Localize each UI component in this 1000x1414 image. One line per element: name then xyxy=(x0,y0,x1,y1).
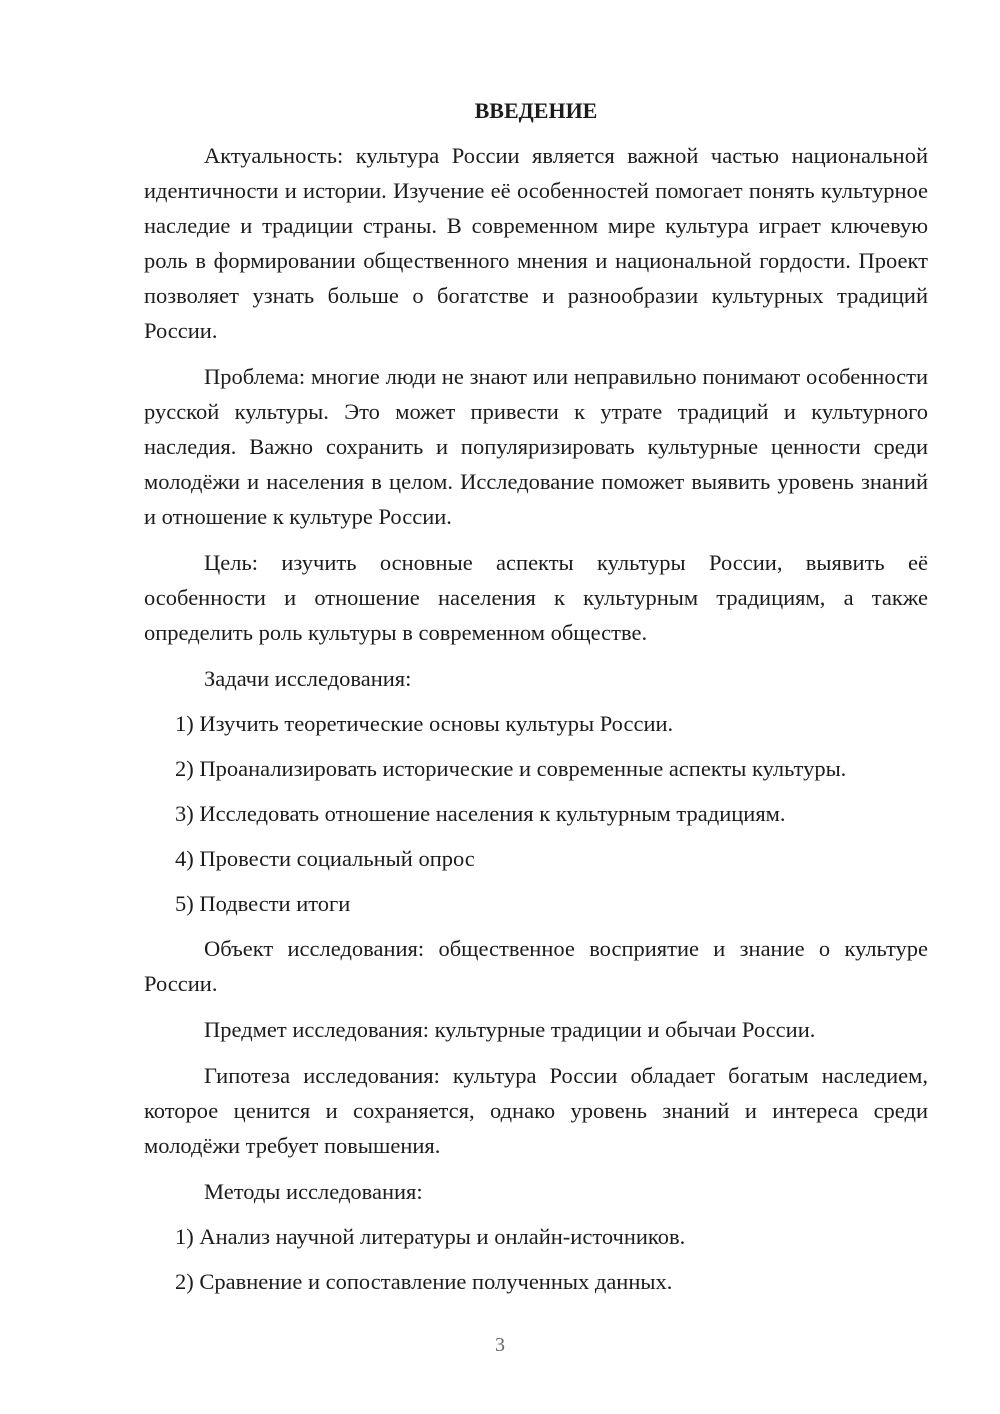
object-paragraph: Объект исследования: общественное восприятие и знание о культуре России. xyxy=(144,936,928,996)
page-number: 3 xyxy=(495,1334,505,1356)
tasks-list xyxy=(144,706,928,921)
relevance-paragraph: Актуальность: культура России является важной частью национальной идентичности и истории. Изучение её особенностей помогает понять культурное наследие и традиции страны. В современном мире культура играет ключевую роль в формировании общественного мнения и национальной гордости. Проект позволяет узнать больше о богатстве и разнообразии культурных традиций России. xyxy=(144,143,928,343)
list-item: 3) Исследовать отношение населения к культурным традициям. xyxy=(175,801,786,826)
list-item: 4) Провести социальный опрос xyxy=(175,846,475,871)
list-item: 2) Сравнение и сопоставление полученных данных. xyxy=(175,1269,673,1294)
subject-paragraph: Предмет исследования: культурные традиции и обычаи России. xyxy=(204,1017,816,1042)
list-item: 1) Изучить теоретические основы культуры России. xyxy=(175,711,674,736)
list-item: 1) Анализ научной литературы и онлайн-источников. xyxy=(175,1224,686,1249)
methods-label: Методы исследования: xyxy=(204,1179,423,1204)
goal-paragraph: Цель: изучить основные аспекты культуры России, выявить её особенности и отношение населения к культурным традициям, а также определить роль культуры в современном обществе. xyxy=(144,550,928,645)
tasks-label: Задачи исследования: xyxy=(204,666,412,691)
page-title: ВВЕДЕНИЕ xyxy=(474,98,598,123)
list-item: 5) Подвести итоги xyxy=(175,891,351,916)
methods-list xyxy=(144,1219,928,1299)
problem-paragraph: Проблема: многие люди не знают или неправильно понимают особенности русской культуры. Это может привести к утрате традиций и культурного наследия. Важно сохранить и популяризировать культурные ценности среди молодёжи и населения в целом. Исследование поможет выявить уровень знаний и отношение к культуре России. xyxy=(144,364,928,529)
document-page xyxy=(144,96,928,1309)
hypothesis-paragraph: Гипотеза исследования: культура России обладает богатым наследием, которое ценится и сохраняется, однако уровень знаний и интереса среди молодёжи требует повышения. xyxy=(144,1063,928,1158)
list-item: 2) Проанализировать исторические и современные аспекты культуры. xyxy=(175,756,847,781)
